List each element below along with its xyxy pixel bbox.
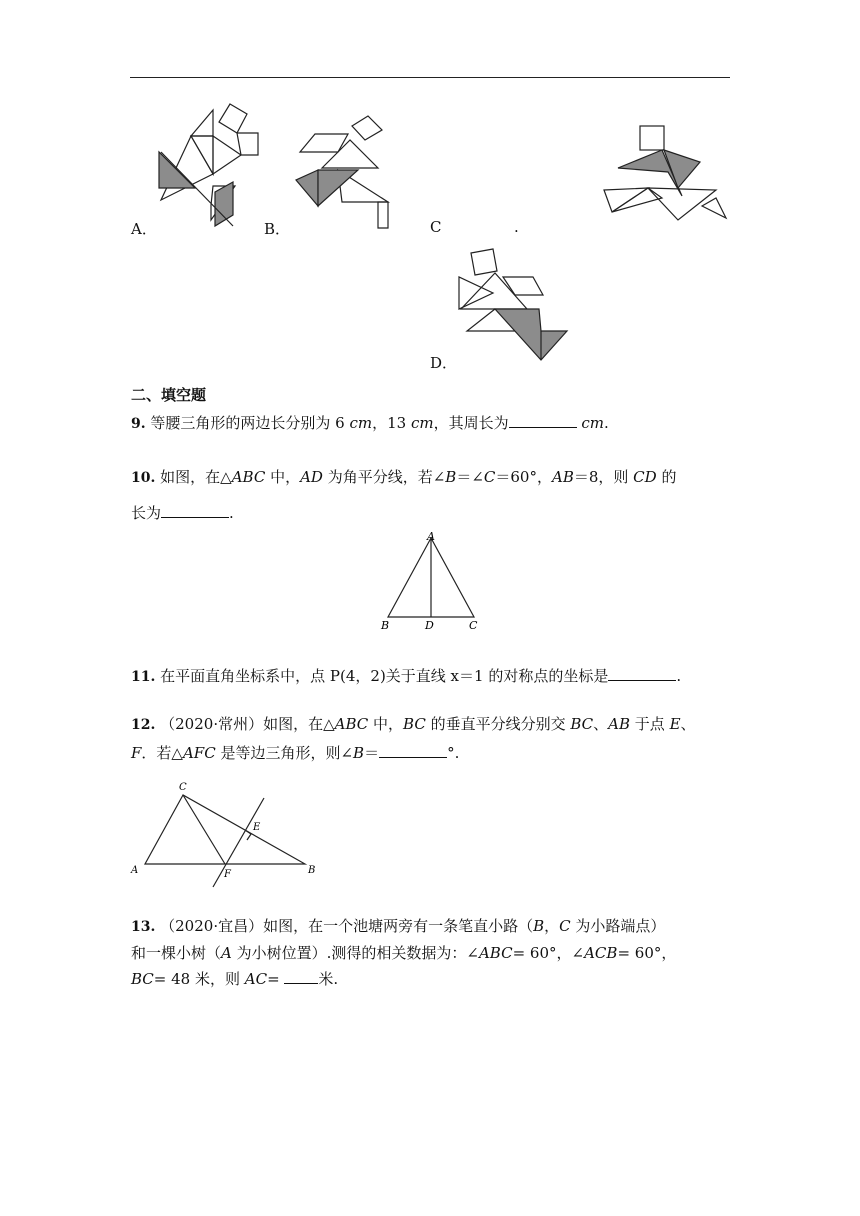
label-c: C <box>179 782 187 793</box>
q13-l3b: = <box>267 970 285 988</box>
q12-f: F <box>131 744 142 762</box>
question-13-line-1 <box>131 915 751 938</box>
label-b: B <box>308 865 316 876</box>
question-12-line-2 <box>131 742 741 764</box>
option-b-label: B． <box>264 220 291 238</box>
q10-c: C <box>483 468 496 486</box>
q9-text-b: ，13 <box>372 414 411 432</box>
option-d-label: D． <box>430 354 458 372</box>
q10-ab: AB <box>551 468 574 486</box>
q11-end: . <box>676 667 682 685</box>
q10-line2-end: . <box>229 504 234 522</box>
q9-unit-2: cm <box>410 414 434 432</box>
q10-t7: 的 <box>656 468 677 486</box>
q9-text-a: 等腰三角形的两边长分别为 6 <box>150 414 350 432</box>
q10-t6: ＝8，则 <box>573 468 634 486</box>
triangle-figure-q10 <box>378 528 488 634</box>
q12-t10: °. <box>447 744 460 762</box>
q10-t1: 如图，在△ <box>160 468 232 486</box>
option-c-dot: . <box>514 218 519 236</box>
q12-t3: 的垂直平分线分别交 <box>425 715 571 733</box>
q12-t5: 于点 <box>630 715 670 733</box>
q13-l2b: 为小树位置）.测得的相关数据为：∠ <box>231 944 479 962</box>
question-10-line-2 <box>131 502 234 524</box>
q10-line2: 长为 <box>131 504 162 522</box>
question-11-number: 11. <box>131 669 156 685</box>
q13-a: A <box>221 944 232 962</box>
tangram-figure-a <box>155 100 265 235</box>
label-a: A <box>427 530 435 543</box>
triangle-figure-q12 <box>125 778 325 890</box>
q10-t5: ＝60°， <box>495 468 552 486</box>
q12-b: B <box>353 744 365 762</box>
q12-bc: BC <box>403 715 426 733</box>
section-title: 二、填空题 <box>131 386 207 404</box>
q10-t2: 中， <box>265 468 301 486</box>
q13-bc: BC <box>131 970 154 988</box>
q10-t4: ＝∠ <box>456 468 484 486</box>
q12-t7: ．若△ <box>141 744 183 762</box>
q10-cd: CD <box>633 468 657 486</box>
q11-text: 在平面直角坐标系中，点 P(4，2)关于直线 x＝1 的对称点的坐标是 <box>160 667 609 685</box>
q12-t1: （2020·常州）如图，在△ <box>160 715 335 733</box>
q13-l2c: = 60°，∠ <box>512 944 585 962</box>
q9-unit-1: cm <box>349 414 373 432</box>
header-rule <box>130 77 730 78</box>
answer-blank-13[interactable] <box>284 969 318 984</box>
answer-blank-12[interactable] <box>379 743 447 758</box>
tangram-figure-d <box>455 245 575 363</box>
q12-ab: AB <box>608 715 631 733</box>
tangram-figure-b <box>290 112 405 232</box>
q13-l1b: ， <box>544 917 560 935</box>
q12-e: E <box>669 715 681 733</box>
q13-b: B <box>533 917 545 935</box>
option-a-label: A． <box>131 220 157 238</box>
q12-afc: AFC <box>182 744 216 762</box>
answer-blank-10[interactable] <box>161 503 229 518</box>
answer-blank-9[interactable] <box>509 413 577 428</box>
question-13-line-2 <box>131 942 751 964</box>
q12-t6: 、 <box>680 715 696 733</box>
q10-b: B <box>445 468 457 486</box>
q13-l1a: （2020·宜昌）如图，在一个池塘两旁有一条笔直小路（ <box>160 917 534 935</box>
q13-abc: ABC <box>478 944 513 962</box>
option-c-label: C <box>430 218 442 236</box>
q13-ac: AC <box>244 970 268 988</box>
tangram-figure-c <box>600 120 730 230</box>
q9-text-c: ，其周长为 <box>433 414 509 432</box>
question-13-line-3 <box>131 968 751 990</box>
label-d: D <box>425 619 434 632</box>
q13-acb: ACB <box>584 944 618 962</box>
question-9 <box>131 412 741 435</box>
label-a: A <box>131 865 139 876</box>
question-11 <box>131 665 741 688</box>
q9-text-d: . <box>604 414 609 432</box>
q12-t8: 是等边三角形，则∠ <box>215 744 354 762</box>
question-12-line-1 <box>131 713 741 736</box>
q12-t9: ＝ <box>364 744 380 762</box>
q13-l3c: 米. <box>318 970 339 988</box>
q13-c: C <box>559 917 571 935</box>
question-12-number: 12. <box>131 717 156 733</box>
label-f: F <box>224 869 231 880</box>
label-b: B <box>381 619 390 632</box>
q10-t3: 为角平分线，若∠ <box>322 468 446 486</box>
q10-ad: AD <box>300 468 323 486</box>
question-10-number: 10. <box>131 470 156 486</box>
question-9-number: 9. <box>131 416 146 432</box>
q13-l1c: 为小路端点） <box>570 917 666 935</box>
q12-bc2: BC <box>570 715 594 733</box>
question-13-number: 13. <box>131 919 156 935</box>
question-10-line-1 <box>131 466 741 489</box>
q13-l3a: = 48 米，则 <box>153 970 245 988</box>
answer-blank-11[interactable] <box>608 666 676 681</box>
label-c: C <box>469 619 478 632</box>
q13-l2a: 和一棵小树（ <box>131 944 222 962</box>
q12-t2: 中， <box>368 715 404 733</box>
label-e: E <box>253 822 261 833</box>
q9-unit-3: cm <box>581 414 605 432</box>
q12-abc: ABC <box>334 715 369 733</box>
q10-abc: ABC <box>231 468 266 486</box>
q13-l2d: = 60°， <box>617 944 677 962</box>
q12-t4: 、 <box>593 715 609 733</box>
